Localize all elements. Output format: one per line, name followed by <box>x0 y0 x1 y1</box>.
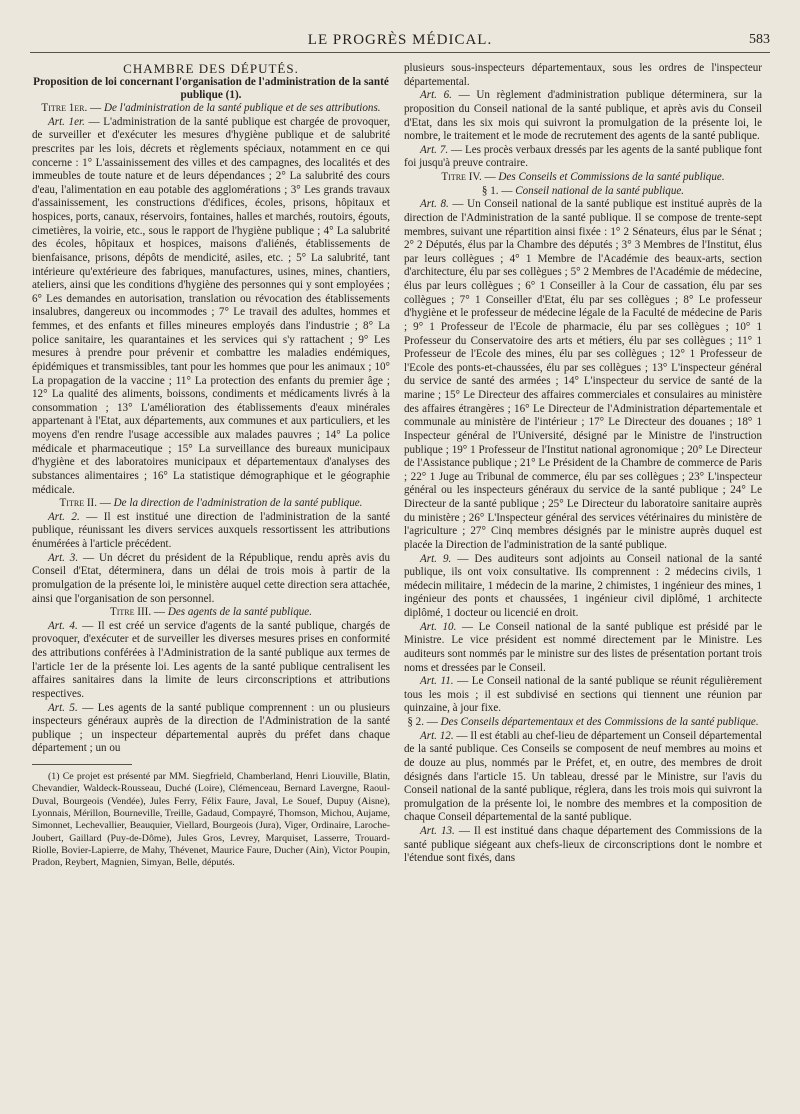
article-13-label: Art. 13. <box>420 825 455 837</box>
titre-2-text: De la direction de l'administration de la santé publique. <box>113 497 363 510</box>
section-2-heading <box>404 716 762 730</box>
article-8 <box>404 198 762 552</box>
article-2-label: Art. 2. <box>48 510 80 523</box>
article-12 <box>404 730 762 825</box>
article-11-body: — Le Conseil national de la santé publique se réunit régulièrement tous les mois ; il est subdivisé en sections qui tiennent une réunion par quinzaine, à jour fixe. <box>404 675 762 715</box>
article-2 <box>32 511 390 552</box>
article-6-body: — Un règlement d'administration publique déterminera, sur la proposition du Conseil national de la santé publique, et après avis du Conseil d'Etat, dans les six mois qui suivront la promulgation de la présente loi, le nombre, le traitement et le mode de recrutement des agents de la santé publique. <box>404 89 762 143</box>
page-number: 583 <box>749 32 770 47</box>
article-13 <box>404 825 762 866</box>
article-9-label: Art. 9. <box>420 552 452 565</box>
titre-4-heading <box>404 171 762 185</box>
left-column <box>32 62 390 869</box>
article-3-label: Art. 3. <box>48 551 79 564</box>
article-8-body: — Un Conseil national de la santé publique est institué auprès de la direction de l'Administration de la santé publique. Il se compose de trente-sept membres, suivant une répartition ainsi fixée : 1° 2 Sénateurs, élus par le Sénat ; 2° 2 Députés, élus par la Chambre des députés ; 3° 3 Membres de l'Institut, élus par leurs collègues ; 4° 1 Membre de l'Académie des beaux-arts, section d'architecture, élu par ses collègues ; 5° 2 Membres de l'Académie de médecine, élus par leurs collègues ; 6° 1 Conseiller à la Cour de cassation, élu par ses collègues ; 7° 1 Conseiller d'Etat, élu par ses collègues ; 8° Le professeur d'hygiène et le professeur de médecine légale de la Faculté de médecine de Paris ; 9° 1 Professeur de l'Ecole de pharmacie, élu par ses collègues ; 10° 1 Professeur du Conservatoire des arts et métiers, élu par ses collègues ; 11° 1 Professeur de l'Ecole des mines, élu par ses collègues ; 12° 1 Professeur de l'Ecole des ponts-et-chaussées, élu par ses collègues ; 13° L'inspecteur général du service de santé des armées ; 14° L'inspecteur du service de santé de la marine ; 15° Le Directeur des affaires commerciales et consulaires au ministère des affaires étrangères ; 16° Le Directeur de l'Administration départementale et communale au ministère de l'intérieur ; 17° Le Directeur des douanes ; 18° 1 Inspecteur général de l'Université, désigné par le Ministre de l'instruction publique ; 19° 1 Professeur de l'Institut national agronomique ; 20° Le Directeur de l'Assistance publique ; 21° Le Président de la Chambre de commerce de Paris ; 22° 1 Juge au Tribunal de commerce, élu par ses collègues ; 23° L'inspecteur général ou les inspecteurs généraux du service de la santé publique ; 24° Le Directeur de la santé publique ; 25° Le Directeur du laboratoire sanitaire auprès du ministère ; 26° L'Inspecteur général des services vétérinaires du ministère de l'agriculture ; 27° Cinq membres désignés par le ministre auprès duquel est placée la Direction de l'administration de la santé publique. <box>404 198 762 551</box>
article-5-label: Art. 5. <box>48 701 78 714</box>
section-1-heading <box>404 185 762 199</box>
article-12-label: Art. 12. <box>420 729 454 742</box>
article-3 <box>32 552 390 607</box>
titre-4-text: Des Conseils et Commissions de la santé publique. <box>498 171 725 183</box>
article-2-body: — Il est institué une direction de l'administration de la santé publique, réunissant les divers services auxquels ressortissent les attributions énumérées à l'article précédent. <box>32 510 390 551</box>
running-header <box>30 30 770 53</box>
article-10 <box>404 621 762 676</box>
titre-2-label: Titre II. — <box>59 497 111 510</box>
article-9-body: — Des auditeurs sont adjoints au Conseil national de la santé publique, ils ont voix consultative. Ils comprennent : 2 médecins civils, 1 médecin militaire, 1 médecin de la marine, 2 chimistes, 1 ingénieur des mines, 1 ingénieur des ponts et chaussées, 1 ingénieur civil diplômé, 1 architecte diplômé, 1 docteur ou licencié en droit. <box>404 552 762 619</box>
footnote: (1) Ce projet est présenté par MM. Siegfrield, Chamberland, Henri Liouville, Blatin, Chevandier, Waldeck-Rousseau, Duché (Loire), Clémenceau, Bernard Lavergne, Raoul-Duval, Bourgeois (Vendée), Jules Ferry, Félix Faure, Javal, Le Souef, Dupuy (Aisne), Lyonnais, Mérillon, Bourneville, Treille, Gadaud, Compayré, Thomson, Michou, Aujame, Simonnet, Lechevallier, Beauquier, Viellard, Bourgeois (Jura), Viger, Ordinaire, Laroche-Joubert, Gaillard (Puy-de-Dôme), Jules Gros, Levrey, Marquiset, Lasserre, Trouard-Riolle, Bovier-Lapierre, de Mahy, Thévenet, Maurice Faure, Ducher (Ain), Victor Poupin, Pradon, Reybert, Magnien, Simyan, Belle, députés. <box>32 771 390 869</box>
article-1-body: — L'administration de la santé publique est chargée de provoquer, de surveiller et d'exécuter les mesures d'hygiène publique et de salubrité prescrites par les lois, décrets et règlements spéciaux, notamment en ce qui concerne : 1° L'assainissement des villes et des campagnes, des localités et des immeubles de toute nature et de leurs dépendances ; 2° La salubrité des cours d'eau, l'alimentation en eau potable des agglomérations ; 3° Les grands travaux d'assainissement, les constructions d'édifices, écoles, prisons, hôpitaux et hospices, ports, canaux, réservoirs, fontaines, halles et marchés, routoirs, égouts, cimetières, la voirie, etc., sous le rapport de l'hygiène publique ; 4° La salubrité des écoles, hôpitaux et hospices, maisons d'aliénés, établissements de bienfaisance, prisons, dépôts de mendicité, asiles, etc. ; 5° La salubrité, tant intérieure qu'extérieure des fabriques, manufactures, usines, mines, chantiers, ateliers, ainsi que les conditions d'hygiène des personnes qui y sont employées ; 6° Les demandes en autorisation, translation ou révocation des établissements insalubres, dangereux ou incommodes ; 7° Le travail des adultes, hommes et femmes, et des enfants et filles mineures employés dans l'industrie ; 8° La police sanitaire, les quarantaines et les services qui s'y rattachent ; 9° Les mesures à prendre pour prévenir et combattre les maladies endémiques, épidémiques et transmissibles, tant pour les hommes que pour les animaux ; 10° La propagation de la vaccine ; 11° La protection des enfants du premier âge ; 12° La qualité des aliments, boissons, condiments et médicaments livrés à la consommation ; 13° L'amélioration des établissements d'eaux minérales appartenant à l'Etat, aux départements, aux communes et aux particuliers, et les moyens d'en rendre l'usage accessible aux malades pauvres ; 14° La police médicale et pharmaceutique ; 15° La surveillance des bureaux municipaux d'hygiène et des laboratoires municipaux et départementaux d'analyses des substances alimentaires ; 16° La statistique démographique et le géographie médicale. <box>32 115 390 496</box>
proposition-heading: Proposition de loi concernant l'organisation de l'administration de la santé publique (1). <box>33 75 389 101</box>
article-4 <box>32 620 390 702</box>
article-9 <box>404 553 762 621</box>
article-6-label: Art. 6. <box>420 89 452 102</box>
titre-4-label: Titre IV. — <box>441 171 496 183</box>
titre-2-heading <box>32 497 390 511</box>
article-5-body: — Les agents de la santé publique comprennent : un ou plusieurs inspecteurs généraux auprès de la direction de l'Administration de la santé publique ; un inspecteur départemental auprès du préfet dans chaque département ; un ou <box>32 701 390 755</box>
article-10-label: Art. 10. <box>420 620 457 633</box>
chamber-heading: CHAMBRE DES DÉPUTÉS. <box>123 61 299 76</box>
journal-title: LE PROGRÈS MÉDICAL. <box>307 32 493 48</box>
titre-1-text: De l'administration de la santé publique et de ses attributions. <box>103 102 381 115</box>
section-2-text: Des Conseils départementaux et des Commissions de la santé publique. <box>440 716 759 728</box>
titre-1-heading <box>32 102 390 116</box>
article-10-body: — Le Conseil national de la santé publique est présidé par le Ministre. Le vice président est nommé directement par le Ministre. Les auditeurs sont nommés par le ministre sur des listes de présentation portant trois noms et dressées par le Conseil. <box>404 620 762 674</box>
titre-1-label: Titre 1er. — <box>41 102 102 115</box>
footnote-divider <box>32 764 132 765</box>
titre-3-text: Des agents de la santé publique. <box>167 606 313 619</box>
article-1-label: Art. 1er. <box>48 115 85 128</box>
titre-3-label: Titre III. — <box>109 606 166 619</box>
article-4-body: — Il est créé un service d'agents de la santé publique, chargés de provoquer, d'exécuter et de surveiller les diverses mesures prises en conformité des attributions conférées à l'Administration de la santé publique aux termes de l'article 1er de la présente loi. Les agents de la santé publique centralisent les affaires sanitaires dans la limite de leurs circonscriptions et attributions respectives. <box>32 619 390 700</box>
article-4-label: Art. 4. <box>48 619 78 632</box>
article-12-body: — Il est établi au chef-lieu de département un Conseil départemental de la santé publique. Ces Conseils se composent de neuf membres au moins et de douze au plus, nommés par le Préfet, et, en outre, des membres de droit désignés dans l'article 15. Un tableau, dressé par le Ministre, sur l'avis du Conseil national de la santé publique, réglera, dans les trois mois qui suivront la promulgation de la présente loi, le nombre des membres et la composition de chaque Conseil départemental de la santé publique. <box>404 729 763 824</box>
section-1-text: Conseil national de la santé publique. <box>515 184 685 197</box>
article-5 <box>32 702 390 757</box>
article-3-body: — Un décret du président de la République, rendu après avis du Conseil d'Etat, déterminera, dans un délai de trois mois à partir de la promulgation de la présente loi, le ministère auquel cette direction sera attachée, ainsi que l'organisation de son personnel. <box>32 551 391 605</box>
titre-3-heading <box>32 606 390 620</box>
right-column <box>404 62 762 866</box>
article-1 <box>32 116 390 498</box>
article-7-label: Art. 7. <box>420 143 449 156</box>
article-13-body: — Il est institué dans chaque département des Commissions de la santé publique siégeant aux chefs-lieux de circonscriptions dont le nombre et l'étendue sont fixés, dans <box>404 825 762 865</box>
article-7-body: — Les procès verbaux dressés par les agents de la santé publique font foi jusqu'à preuve contraire. <box>404 143 762 170</box>
article-11 <box>404 675 762 716</box>
section-1-label: § 1. — <box>481 184 513 197</box>
article-6 <box>404 89 762 144</box>
article-8-label: Art. 8. <box>420 198 449 211</box>
section-2-label: § 2. — <box>407 716 438 728</box>
article-7 <box>404 144 762 171</box>
continuation-text: plusieurs sous-inspecteurs départementaux, sous les ordres de l'inspecteur départemental. <box>404 62 762 88</box>
article-11-label: Art. 11. <box>420 675 454 688</box>
